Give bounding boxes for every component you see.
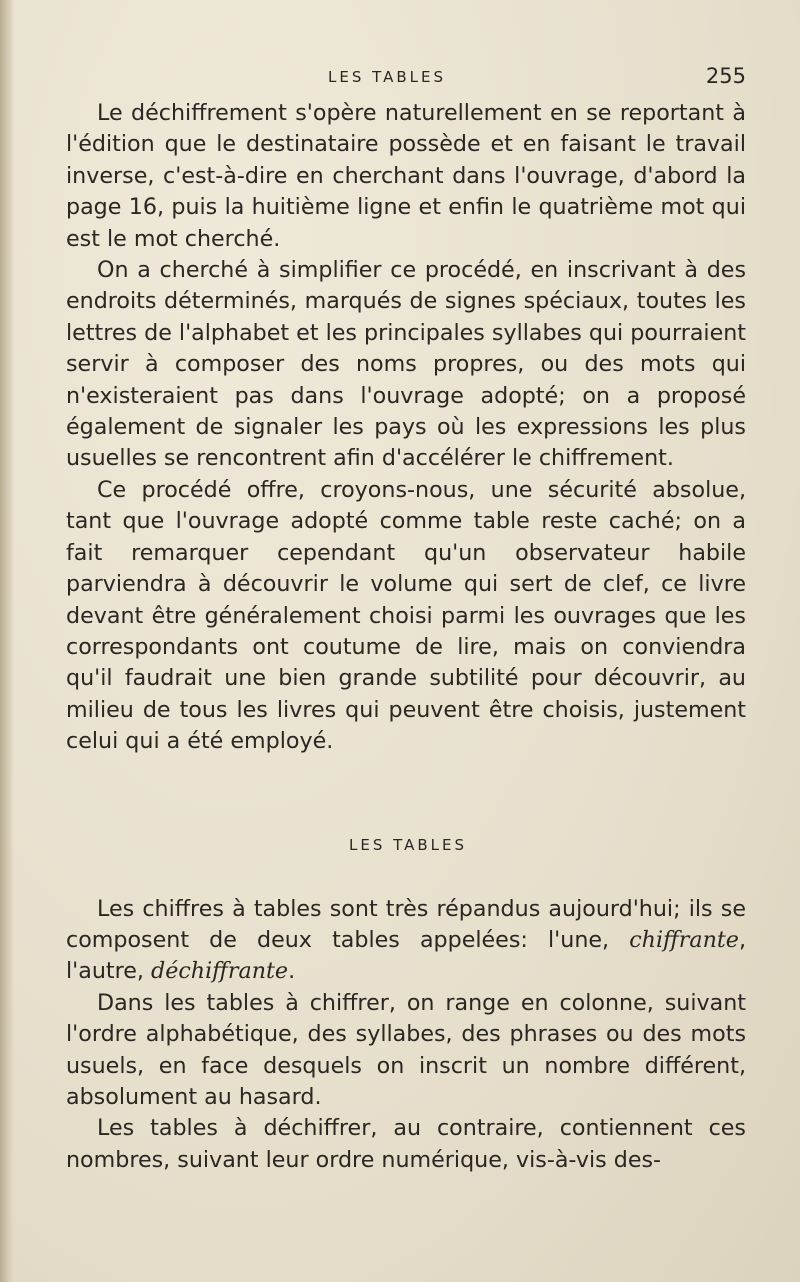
section-heading: LES TABLES (348, 835, 468, 854)
paragraph: Le déchiffrement s'opère naturellement en se reportant à l'édition que le destinataire possède et en faisant le travail inverse, c'est-à-dire en cherchant dans l'ouvrage, d'abord la page 16, puis la huitième ligne et enfin le quatrième mot qui est le mot cherché. (66, 100, 746, 252)
running-header (66, 58, 746, 98)
paragraph: Ce procédé offre, croyons-nous, une sécurité absolue, tant que l'ouvrage adopté comme table reste caché; on a fait remarquer cependant qu'un observateur habile parviendra à découvrir le volume qui sert de clef, ce livre devant être généralement choisi parmi les ouvrages que les correspondants ont coutume de lire, mais on conviendra qu'il faudrait une bien grande subtilité pour découvrir, au milieu de tous les livres qui peuvent être choisis, justement celui qui a été employé. (66, 476, 746, 755)
text-run: , l'autre, (66, 926, 746, 985)
paragraph: Dans les tables à chiffrer, on range en colonne, suivant l'ordre alphabétique, des syllabes, des phrases ou des mots usuels, en face desquels on inscrit un nombre différent, absolument au hasard. (66, 989, 746, 1110)
text-run: Les chiffres à tables sont très répandus aujourd'hui; ils se composent de deux tables appelées: l'une, (66, 895, 746, 953)
italic-term: chiffrante (629, 926, 739, 953)
page-number: 255 (705, 64, 746, 88)
italic-term: déchiffrante (151, 958, 289, 985)
paragraph: Les tables à déchiffrer, au contraire, contiennent ces nombres, suivant leur ordre numérique, vis-à-vis des- (66, 1115, 746, 1173)
book-spine-shadow (0, 0, 14, 1282)
paragraph (66, 894, 746, 988)
text-run: . (288, 958, 296, 985)
paragraph: On a cherché à simplifier ce procédé, en inscrivant à des endroits déterminés, marqués de signes spéciaux, toutes les lettres de l'alphabet et les principales syllabes qui pourraient servir à composer des noms propres, ou des mots qui n'existeraient pas dans l'ouvrage adopté; on a proposé également de signaler les pays où les expressions les plus usuelles se rencontrent afin d'accélérer le chiffrement. (66, 257, 746, 472)
book-page (66, 58, 746, 1176)
running-title: LES TABLES (328, 68, 447, 86)
